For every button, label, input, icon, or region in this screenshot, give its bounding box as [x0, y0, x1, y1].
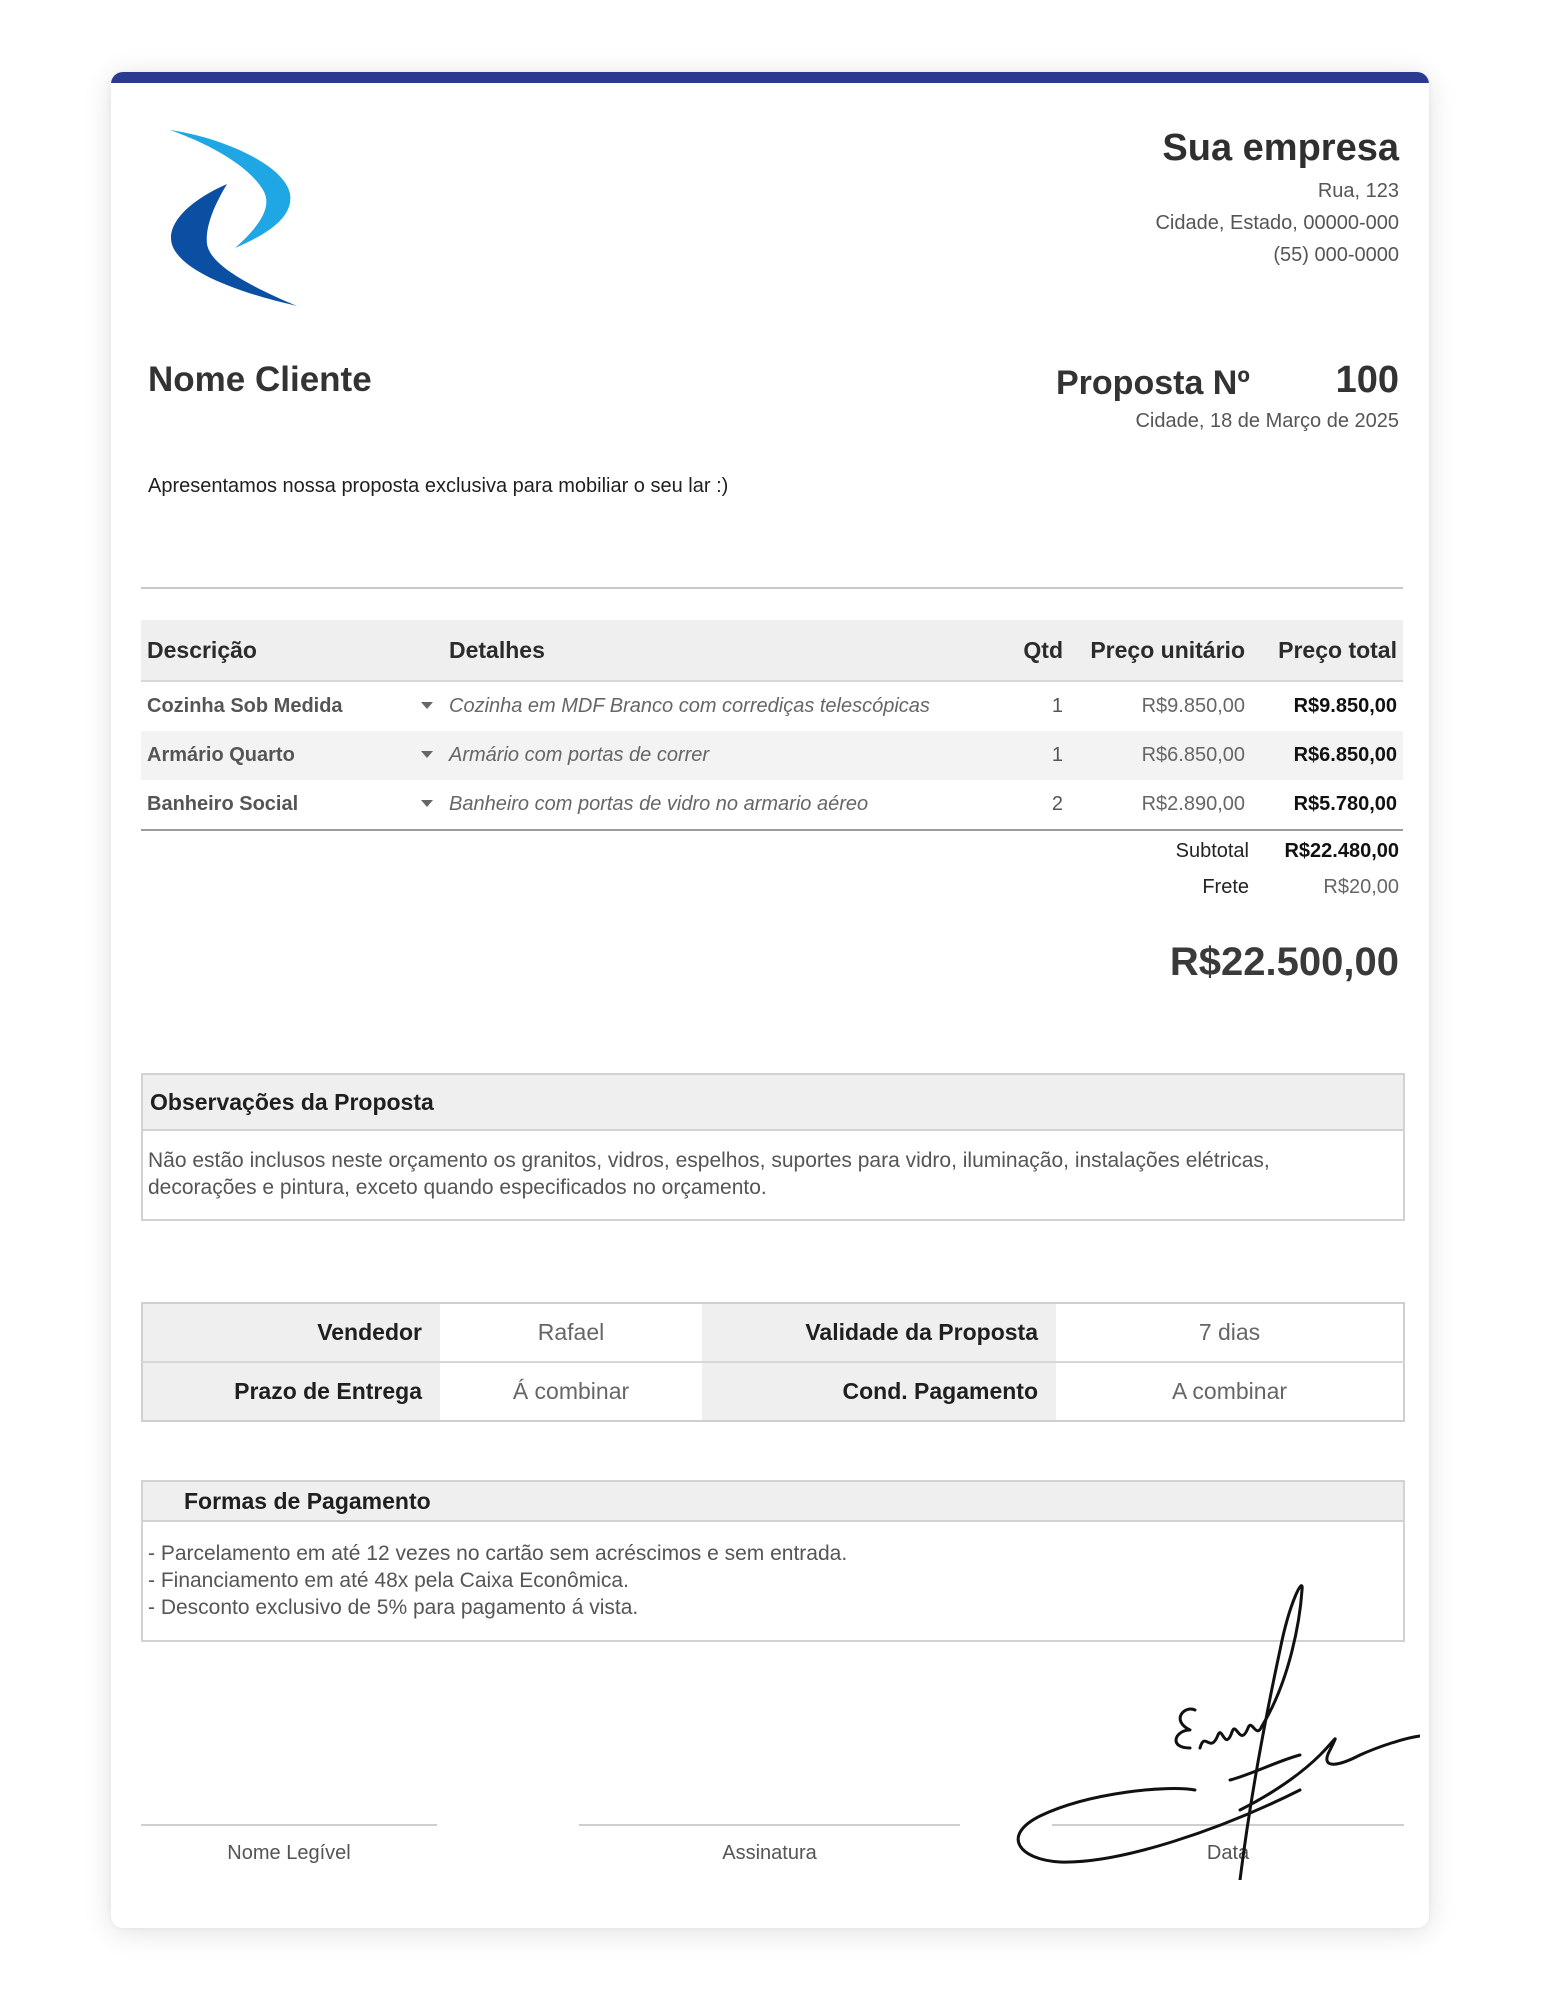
item-total-price: R$5.780,00 — [1251, 780, 1403, 830]
date-label: Data — [1206, 1842, 1250, 1864]
observations-title: Observações da Proposta — [143, 1075, 1403, 1131]
observations-text: Não estão inclusos neste orçamento os granitos, vidros, espelhos, suportes para vidro, iluminação, instalações elétricas, decorações e pintura, exceto quando especificados no orçamento. — [148, 1149, 1270, 1199]
company-name: Sua empresa — [1162, 127, 1399, 169]
payment-method-line: - Parcelamento em até 12 vezes no cartão sem acréscimos e sem entrada. — [148, 1542, 848, 1565]
header-details: Detalhes — [443, 620, 987, 681]
name-label: Nome Legível — [227, 1842, 351, 1864]
observations-box — [141, 1073, 1405, 1221]
info-row — [142, 1303, 1404, 1362]
item-qty: 1 — [987, 731, 1069, 780]
item-qty: 2 — [987, 780, 1069, 830]
items-table — [141, 620, 1403, 831]
item-details: Armário com portas de correr — [443, 731, 987, 780]
header-total-price: Preço total — [1251, 620, 1403, 681]
header-qty: Qtd — [987, 620, 1069, 681]
item-details: Cozinha em MDF Branco com corrediças telescópicas — [449, 695, 930, 717]
company-logo-icon — [165, 126, 305, 306]
seller-value: Rafael — [440, 1303, 702, 1362]
chevron-down-icon[interactable] — [421, 800, 433, 807]
chevron-down-icon[interactable] — [421, 702, 433, 709]
payment-method-line: - Financiamento em até 48x pela Caixa Econômica. — [148, 1569, 629, 1592]
subtotal-value: R$22.480,00 — [1284, 840, 1399, 862]
proposal-number: 100 — [1335, 359, 1399, 401]
item-total-price: R$9.850,00 — [1293, 695, 1397, 717]
freight-label: Frete — [1202, 876, 1249, 898]
signature-label: Assinatura — [722, 1842, 817, 1864]
payment-cond-value: A combinar — [1056, 1362, 1404, 1421]
client-name: Nome Cliente — [148, 360, 372, 399]
item-description: Cozinha Sob Medida — [147, 695, 343, 717]
item-qty: 1 — [1051, 695, 1063, 717]
payment-method-line: - Desconto exclusivo de 5% para pagamento á vista. — [148, 1596, 639, 1619]
payment-methods-title: Formas de Pagamento — [143, 1482, 1403, 1522]
payment-cond-label: Cond. Pagamento — [702, 1362, 1056, 1421]
item-description: Armário Quarto — [147, 744, 295, 766]
table-header-row — [141, 620, 1403, 681]
item-description-select[interactable] — [141, 731, 443, 780]
divider — [141, 587, 1403, 589]
delivery-label: Prazo de Entrega — [142, 1362, 440, 1421]
name-signature-line — [141, 1824, 437, 1826]
item-unit-price: R$9.850,00 — [1141, 695, 1245, 717]
header-description: Descrição — [141, 620, 443, 681]
subtotal-label: Subtotal — [1175, 840, 1249, 862]
delivery-value: Á combinar — [440, 1362, 702, 1421]
info-row — [142, 1362, 1404, 1421]
proposal-label: Proposta Nº — [1056, 364, 1250, 402]
proposal-info-table — [141, 1302, 1405, 1422]
item-description: Banheiro Social — [147, 793, 299, 815]
table-row — [141, 731, 1403, 780]
item-unit-price: R$2.890,00 — [1069, 780, 1251, 830]
freight-value: R$20,00 — [1323, 876, 1399, 898]
validity-value: 7 dias — [1056, 1303, 1404, 1362]
header-unit-price: Preço unitário — [1069, 620, 1251, 681]
company-phone: (55) 000-0000 — [1273, 244, 1399, 266]
proposal-intro: Apresentamos nossa proposta exclusiva para mobiliar o seu lar :) — [148, 475, 729, 497]
proposal-date: Cidade, 18 de Março de 2025 — [1135, 410, 1399, 432]
item-details: Banheiro com portas de vidro no armario aéreo — [443, 780, 987, 830]
seller-label: Vendedor — [142, 1303, 440, 1362]
item-total-price: R$6.850,00 — [1251, 731, 1403, 780]
top-accent-bar — [111, 72, 1429, 83]
grand-total: R$22.500,00 — [1169, 940, 1399, 984]
signature-line — [579, 1824, 960, 1826]
item-description-select[interactable] — [141, 780, 443, 830]
item-unit-price: R$6.850,00 — [1069, 731, 1251, 780]
table-row — [141, 681, 1403, 731]
chevron-down-icon[interactable] — [421, 751, 433, 758]
table-row — [141, 780, 1403, 830]
company-address: Rua, 123 — [1317, 180, 1399, 202]
validity-label: Validade da Proposta — [702, 1303, 1056, 1362]
company-city: Cidade, Estado, 00000-000 — [1155, 212, 1399, 234]
item-description-select[interactable] — [141, 681, 443, 731]
handwritten-signature-icon — [1000, 1580, 1420, 1880]
